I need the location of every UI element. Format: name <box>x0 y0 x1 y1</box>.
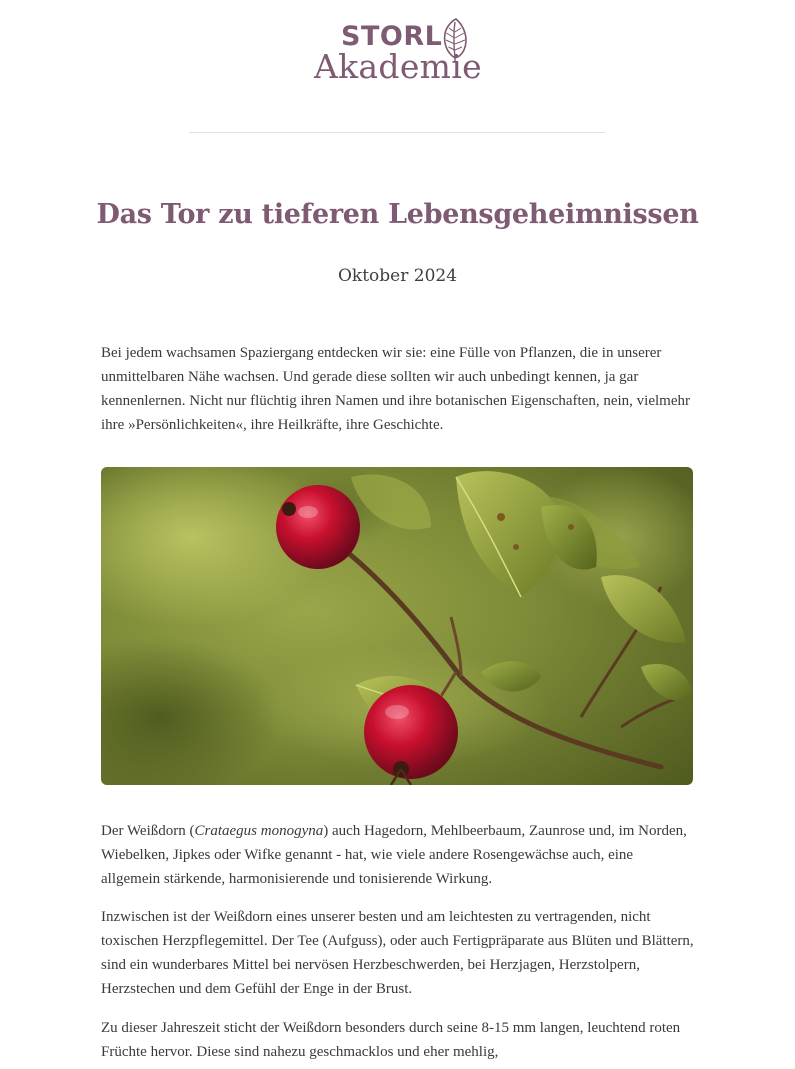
issue-date: Oktober 2024 <box>337 266 458 286</box>
page-title: Das Tor zu tieferen Lebensgeheimnissen <box>96 199 699 230</box>
paragraph-text-end: ) auch Hagedorn, Mehlbeerbaum, Zaunrose und, im Norden, Wiebelken, Jipkes oder Wifke genannt - hat, wie viele andere Rosengewächse auch, eine allgemein stärkende, harmonisierende und tonisierende Wirkung. <box>101 823 687 887</box>
herzpflege-paragraph: Inzwischen ist der Weißdorn eines unserer besten und am leichtesten zu vertragenden, nicht toxischen Herzpflegemittel. Der Tee (Aufguss), oder auch Fertigpräparate aus Blüten und Blättern, sind ein wunderbares Mittel bei nervösen Herzbeschwerden, bei Herzjagen, Herzstolpern, Herzstechen und dem Gefühl der Enge in der Brust. <box>101 909 694 997</box>
logo-wordmark-akademie: Akademie <box>314 47 482 86</box>
hero-illustration <box>101 467 693 785</box>
latin-name: Crataegus monogyna <box>194 823 324 839</box>
leaf-icon <box>440 18 470 62</box>
paragraph-text-start: Der Weißdorn ( <box>101 823 195 839</box>
intro-paragraph: Bei jedem wachsamen Spaziergang entdecken wir sie: eine Fülle von Pflanzen, die in unserer unmittelbaren Nähe wachsen. Und gerade diese sollten wir auch unbedingt kennen, ja gar kennenlernen. Nicht nur flüchtig ihren Namen und ihre botanischen Eigenschaften, nein, vielmehr ihre »Persönlichkeiten«, ihre Heilkräfte, ihre Geschichte. <box>101 345 690 433</box>
hawthorn-berries-photo <box>101 467 693 785</box>
weissdorn-paragraph <box>101 819 695 891</box>
logo-wordmark-storl: STORL <box>341 21 443 52</box>
header-divider <box>189 132 605 133</box>
brand-logo[interactable] <box>0 18 795 88</box>
fruechte-paragraph: Zu dieser Jahreszeit sticht der Weißdorn besonders durch seine 8-15 mm langen, leuchtend roten Früchte hervor. Diese sind nahezu geschmacklos und eher mehlig, <box>101 1020 681 1060</box>
